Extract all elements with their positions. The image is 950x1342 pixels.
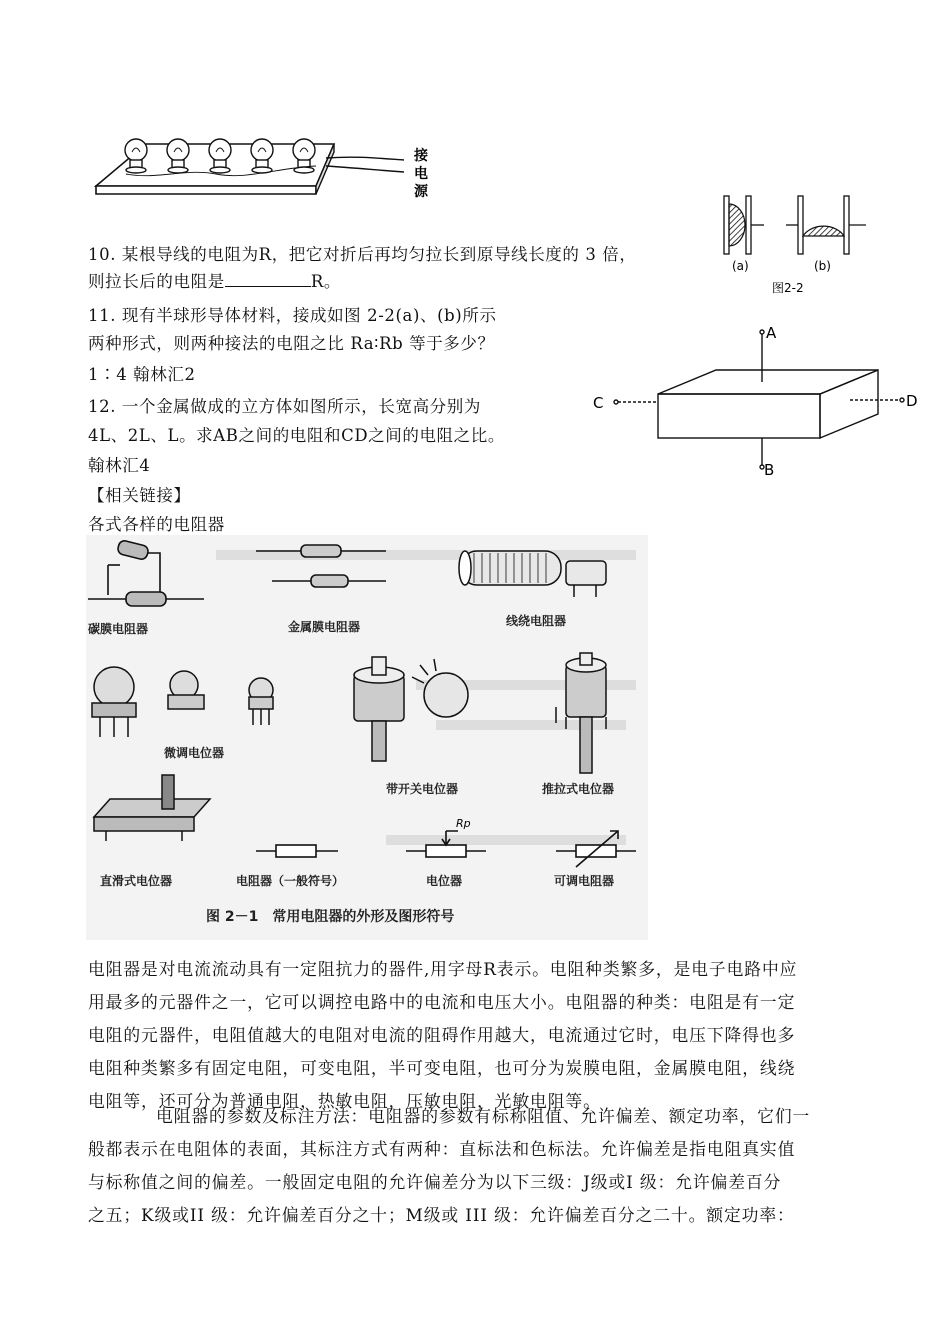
- q10-prefix: 则拉长后的电阻是: [88, 272, 225, 291]
- q10-line-2: [88, 268, 341, 295]
- cuboid-label-c: C: [593, 394, 604, 412]
- bulb-board-figure: [86, 128, 446, 206]
- p2-line-4: 之五；K级或II 级：允许偏差百分之十；M级或 III 级：允许偏差百分之二十。额定功率：: [88, 1205, 795, 1225]
- q11-line-1: 11. 现有半球形导体材料，接成如图 2-2(a)、(b)所示: [88, 306, 497, 325]
- label-pot-symbol: 电位器: [426, 874, 463, 888]
- related-heading: 【相关链接】: [88, 486, 191, 505]
- fig21-caption: 图 2－1 常用电阻器的外形及图形符号: [206, 909, 455, 925]
- p1-line-2: 用最多的元器件之一，它可以调控电路中的电流和电压大小。电阻器的种类：电阻是有一定: [88, 992, 796, 1012]
- power-label-3: 源: [414, 184, 428, 200]
- label-switch-pot: 带开关电位器: [386, 782, 459, 796]
- label-push-pull: 推拉式电位器: [542, 782, 615, 796]
- cuboid-label-a: A: [766, 324, 777, 342]
- power-label-1: 接: [414, 148, 428, 164]
- label-carbon: 碳膜电阻器: [88, 622, 149, 636]
- p1-line-1: 电阻器是对电流流动具有一定阻抗力的器件,用字母R表示。电阻种类繁多，是电子电路中应: [88, 959, 798, 979]
- paragraph-1: [88, 953, 797, 1118]
- p1-line-5: 电阻等，还可分为普通电阻，热敏电阻，压敏电阻，光敏电阻等。: [88, 1091, 601, 1111]
- q11-answer: 1∶4 翰林汇2: [88, 365, 196, 384]
- label-metal: 金属膜电阻器: [288, 620, 361, 634]
- label-adj-symbol: 可调电阻器: [554, 874, 615, 888]
- label-wire: 线绕电阻器: [506, 614, 567, 628]
- fig22-caption: 图2-2: [772, 281, 804, 295]
- label-slide: 直滑式电位器: [100, 874, 173, 888]
- q11-line-2: 两种形式，则两种接法的电阻之比 Ra∶Rb 等于多少？: [88, 334, 495, 353]
- p2-line-2: 般都表示在电阻体的表面，其标注方式有两种：直标法和色标法。允许偏差是指电阻真实值: [88, 1139, 796, 1159]
- q10-line-1: 10. 某根导线的电阻为R，把它对折后再均匀拉长到原导线长度的 3 倍，: [88, 245, 637, 264]
- cuboid-label-b: B: [764, 461, 775, 479]
- rp-label: Rp: [456, 817, 471, 830]
- cuboid-figure: [588, 320, 928, 480]
- label-trim: 微调电位器: [164, 746, 225, 760]
- power-label-2: 电: [414, 166, 428, 182]
- paragraph-2: [88, 1100, 810, 1232]
- related-subheading: 各式各样的电阻器: [88, 515, 225, 534]
- p1-line-3: 电阻的元器件，电阻值越大的电阻对电流的阻碍作用越大，电流通过它时，电压下降得也多: [88, 1025, 796, 1045]
- label-resistor-symbol: 电阻器（一般符号）: [236, 874, 345, 888]
- q10-suffix: R。: [310, 272, 341, 291]
- q12-line-1: 12. 一个金属做成的立方体如图所示，长宽高分别为: [88, 397, 481, 416]
- figure-2-2: [712, 190, 882, 302]
- q12-line-2: 4L、2L、L。求AB之间的电阻和CD之间的电阻之比。: [88, 426, 505, 445]
- fig22-label-b: (b): [814, 259, 831, 273]
- p2-line-1: 电阻器的参数及标注方法：电阻器的参数有标称阻值、允许偏差、额定功率，它们一: [156, 1106, 811, 1126]
- fig22-label-a: (a): [732, 259, 749, 273]
- q12-note: 翰林汇4: [88, 456, 151, 475]
- cuboid-label-d: D: [906, 392, 918, 410]
- answer-blank: [225, 268, 311, 287]
- p1-line-4: 电阻种类繁多有固定电阻，可变电阻，半可变电阻，也可分为炭膜电阻，金属膜电阻，线绕: [88, 1058, 796, 1078]
- resistor-plate-figure: [86, 535, 648, 940]
- p2-line-3: 与标称值之间的偏差。一般固定电阻的允许偏差分为以下三级：J级或I 级：允许偏差百分: [88, 1172, 782, 1192]
